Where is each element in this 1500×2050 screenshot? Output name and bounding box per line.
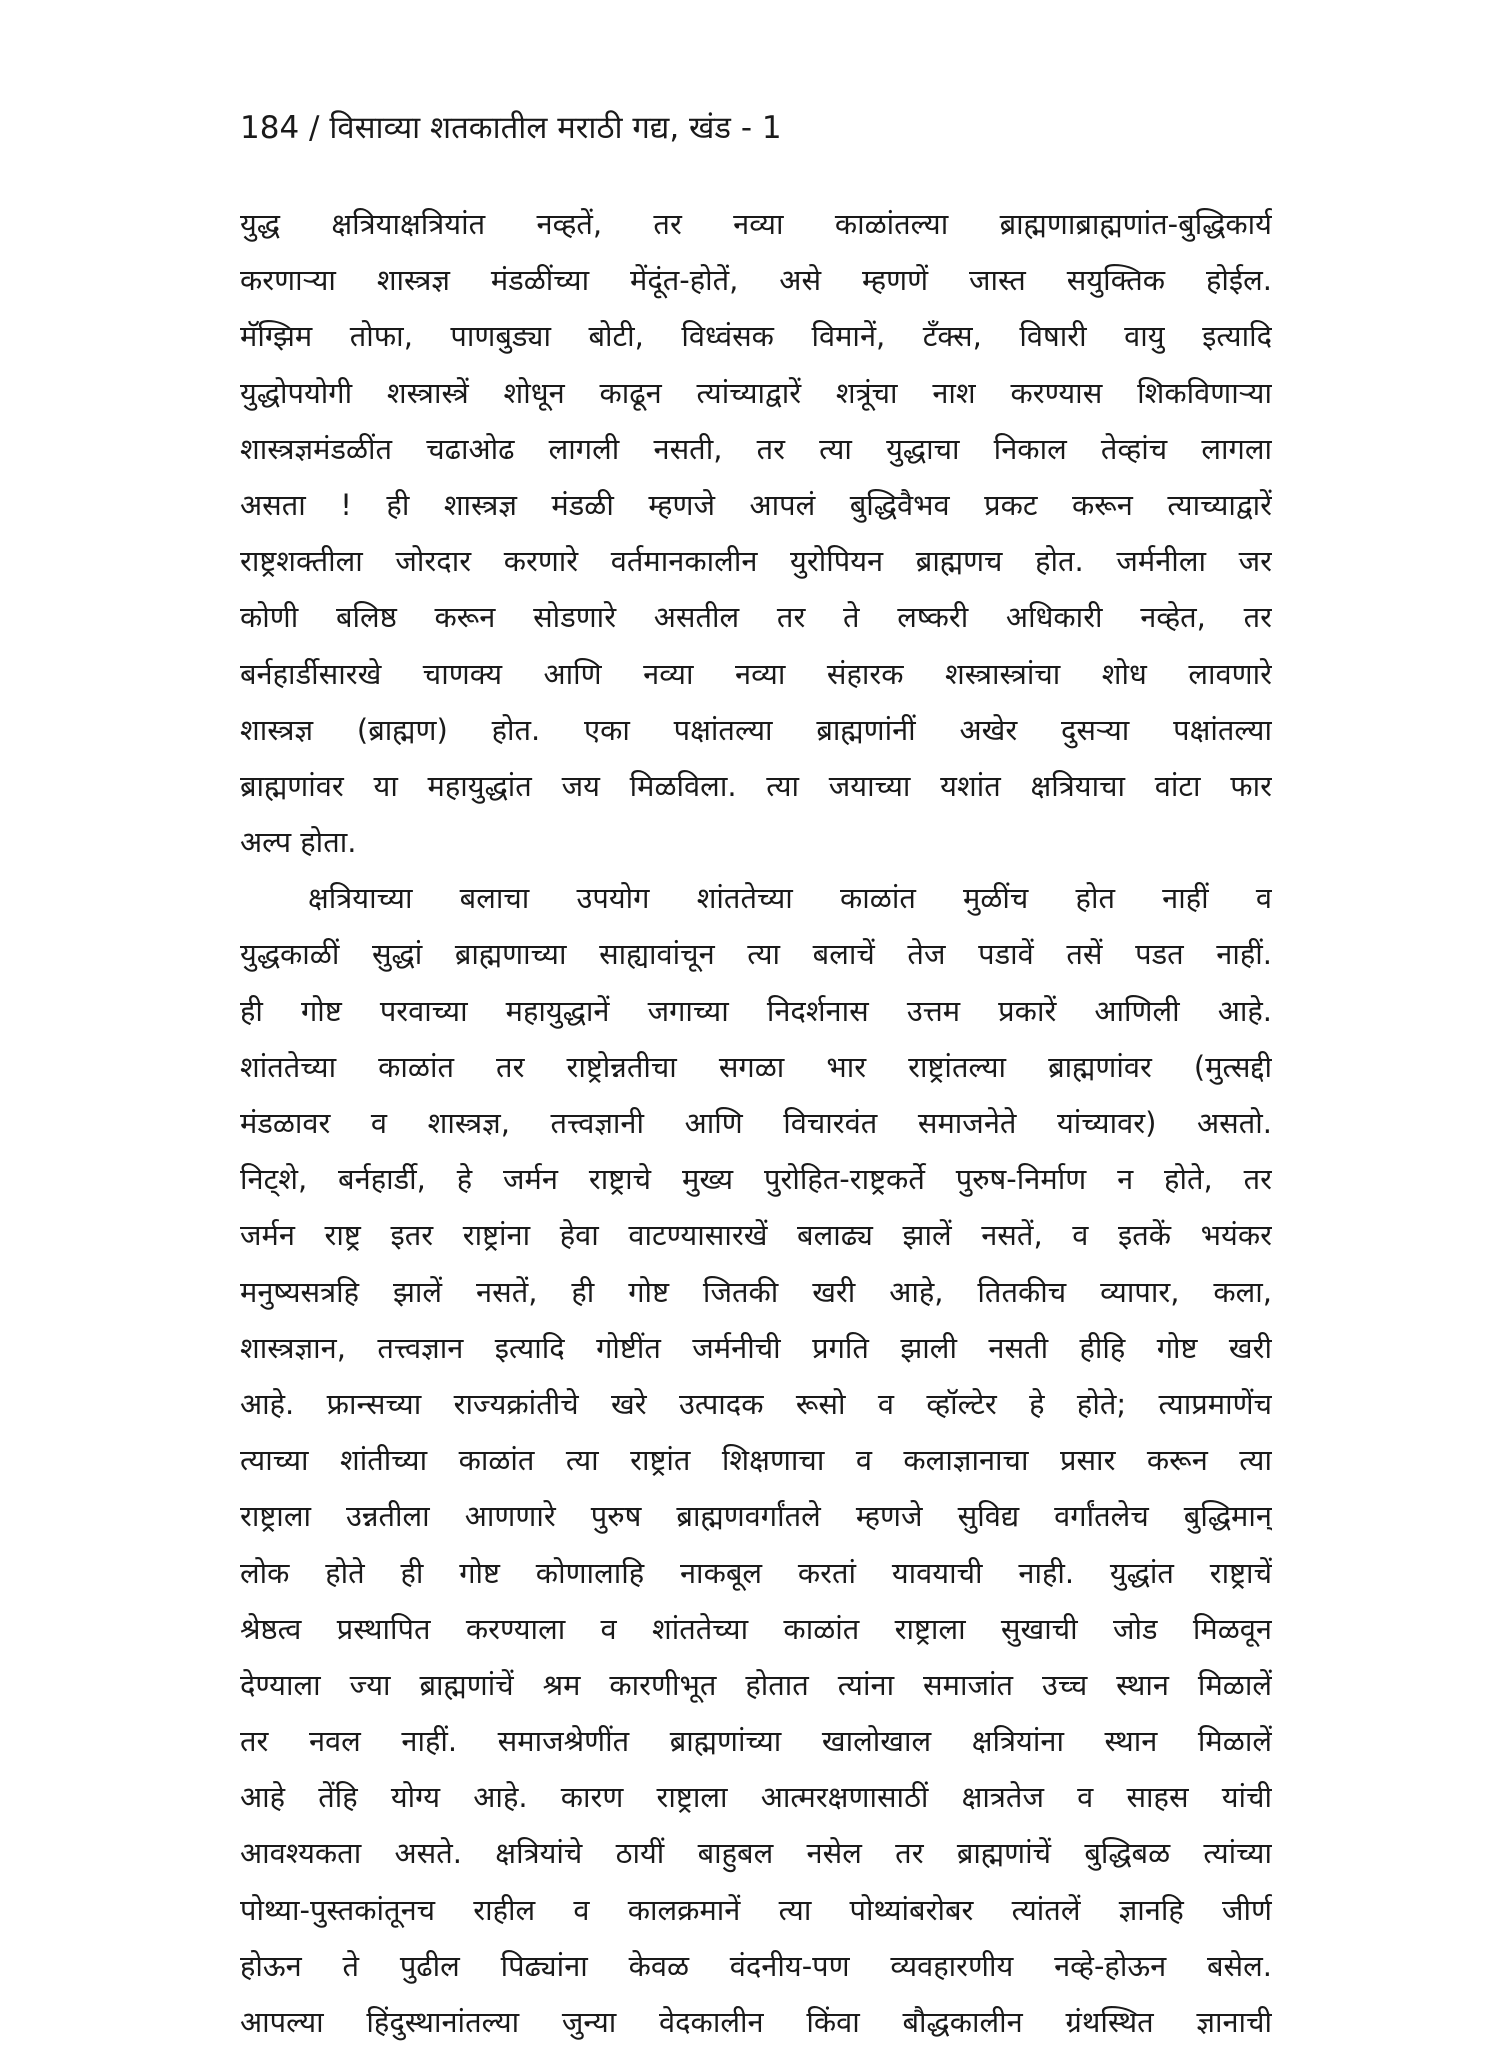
text-line: युद्धोपयोगी शस्त्रास्त्रें शोधून काढून त्यांच्याद्वारें शत्रूंचा नाश करण्यास शिकविणाऱ्या: [240, 375, 1272, 410]
text-line: युद्धकाळीं सुद्धां ब्राह्मणाच्या साह्यावांचून त्या बलाचें तेज पडावें तसें पडत नाहीं.: [240, 937, 1272, 972]
running-head: 184 / विसाव्या शतकातील मराठी गद्य, खंड - 1: [240, 110, 782, 146]
text-line: ब्राह्मणांवर या महायुद्धांत जय मिळविला. त्या जयाच्या यशांत क्षत्रियाचा वांटा फार: [240, 768, 1272, 803]
body-text: [240, 196, 1272, 2050]
paragraph-first-line: क्षत्रियाच्या बलाचा उपयोग शांततेच्या काळांत मुळींच होत नाहीं व: [308, 881, 1272, 916]
text-line: त्याच्या शांतीच्या काळांत त्या राष्ट्रांत शिक्षणाचा व कलाज्ञानाचा प्रसार करून त्या: [240, 1443, 1272, 1478]
text-line: होऊन ते पुढील पिढ्यांना केवळ वंदनीय-पण व्यवहारणीय नव्हे-होऊन बसेल.: [240, 1948, 1272, 1983]
text-line: श्रेष्ठत्व प्रस्थापित करण्याला व शांततेच्या काळांत राष्ट्राला सुखाची जोड मिळवून: [240, 1611, 1272, 1646]
text-line: करणाऱ्या शास्त्रज्ञ मंडळींच्या मेंदूंत-होतें, असे म्हणणें जास्त सयुक्तिक होईल.: [240, 263, 1272, 298]
text-line: राष्ट्राला उन्नतीला आणणारे पुरुष ब्राह्मणवर्गांतले म्हणजे सुविद्य वर्गांतलेच बुद्धिमान्: [240, 1499, 1272, 1534]
text-line: आवश्यकता असते. क्षत्रियांचे ठायीं बाहुबल नसेल तर ब्राह्मणांचें बुद्धिबळ त्यांच्या: [240, 1836, 1272, 1871]
text-line: लोक होते ही गोष्ट कोणालाहि नाकबूल करतां यावयाची नाही. युद्धांत राष्ट्राचें: [240, 1555, 1272, 1590]
text-line: राष्ट्रशक्तीला जोरदार करणारे वर्तमानकालीन युरोपियन ब्राह्मणच होत. जर्मनीला जर: [240, 544, 1272, 579]
text-line: जर्मन राष्ट्र इतर राष्ट्रांना हेवा वाटण्यासारखें बलाढ्य झालें नसतें, व इतकें भयंकर: [240, 1218, 1272, 1253]
text-line: ही गोष्ट परवाच्या महायुद्धानें जगाच्या निदर्शनास उत्तम प्रकारें आणिली आहे.: [240, 993, 1272, 1028]
text-line: मॅग्झिम तोफा, पाणबुड्या बोटी, विध्वंसक विमानें, टँक्स, विषारी वायु इत्यादि: [240, 319, 1272, 354]
text-line: शांततेच्या काळांत तर राष्ट्रोन्नतीचा सगळा भार राष्ट्रांतल्या ब्राह्मणांवर (मुत्सद्दी: [240, 1049, 1272, 1084]
text-line: मनुष्यसत्रहि झालें नसतें, ही गोष्ट जितकी खरी आहे, तितकीच व्यापार, कला,: [240, 1274, 1272, 1309]
text-line: मंडळावर व शास्त्रज्ञ, तत्त्वज्ञानी आणि विचारवंत समाजनेते यांच्यावर) असतो.: [240, 1106, 1272, 1140]
text-line: आहे तेंहि योग्य आहे. कारण राष्ट्राला आत्मरक्षणासाठीं क्षात्रतेज व साहस यांची: [240, 1780, 1272, 1815]
text-line: निट्शे, बर्नहार्डी, हे जर्मन राष्ट्राचे मुख्य पुरोहित-राष्ट्रकर्ते पुरुष-निर्माण न होते, तर: [240, 1162, 1272, 1197]
text-line: शास्त्रज्ञ (ब्राह्मण) होत. एका पक्षांतल्या ब्राह्मणांनीं अखेर दुसऱ्या पक्षांतल्या: [240, 712, 1272, 747]
text-line: पोथ्या-पुस्तकांतूनच राहील व कालक्रमानें त्या पोथ्यांबरोबर त्यांतलें ज्ञानहि जीर्ण: [240, 1892, 1272, 1927]
text-line: देण्याला ज्या ब्राह्मणांचें श्रम कारणीभूत होतात त्यांना समाजांत उच्च स्थान मिळालें: [240, 1667, 1272, 1702]
text-line: आपल्या हिंदुस्थानांतल्या जुन्या वेदकालीन किंवा बौद्धकालीन ग्रंथस्थित ज्ञानाची: [240, 2005, 1272, 2039]
text-line: बर्नहार्डीसारखे चाणक्य आणि नव्या नव्या संहारक शस्त्रास्त्रांचा शोध लावणारे: [240, 656, 1272, 691]
text-line: शास्त्रज्ञान, तत्त्वज्ञान इत्यादि गोष्टींत जर्मनीची प्रगति झाली नसती हीहि गोष्ट खरी: [240, 1330, 1272, 1365]
text-line: तर नवल नाहीं. समाजश्रेणींत ब्राह्मणांच्या खालोखाल क्षत्रियांना स्थान मिळालें: [240, 1724, 1272, 1759]
text-line: शास्त्रज्ञमंडळींत चढाओढ लागली नसती, तर त्या युद्धाचा निकाल तेव्हांच लागला: [240, 431, 1272, 466]
paragraph-end-line: अल्प होता.: [240, 825, 357, 860]
text-line: आहे. फ्रान्सच्या राज्यक्रांतीचे खरे उत्पादक रूसो व व्हॉल्टेर हे होते; त्याप्रमाणेंच: [240, 1386, 1272, 1421]
text-line: युद्ध क्षत्रियाक्षत्रियांत नव्हतें, तर नव्या काळांतल्या ब्राह्मणाब्राह्मणांत-बुद्धिकार्य: [240, 207, 1272, 241]
text-line: असता ! ही शास्त्रज्ञ मंडळी म्हणजे आपलं बुद्धिवैभव प्रकट करून त्याच्याद्वारें: [240, 487, 1272, 522]
text-line: कोणी बलिष्ठ करून सोडणारे असतील तर ते लष्करी अधिकारी नव्हेत, तर: [240, 600, 1272, 635]
